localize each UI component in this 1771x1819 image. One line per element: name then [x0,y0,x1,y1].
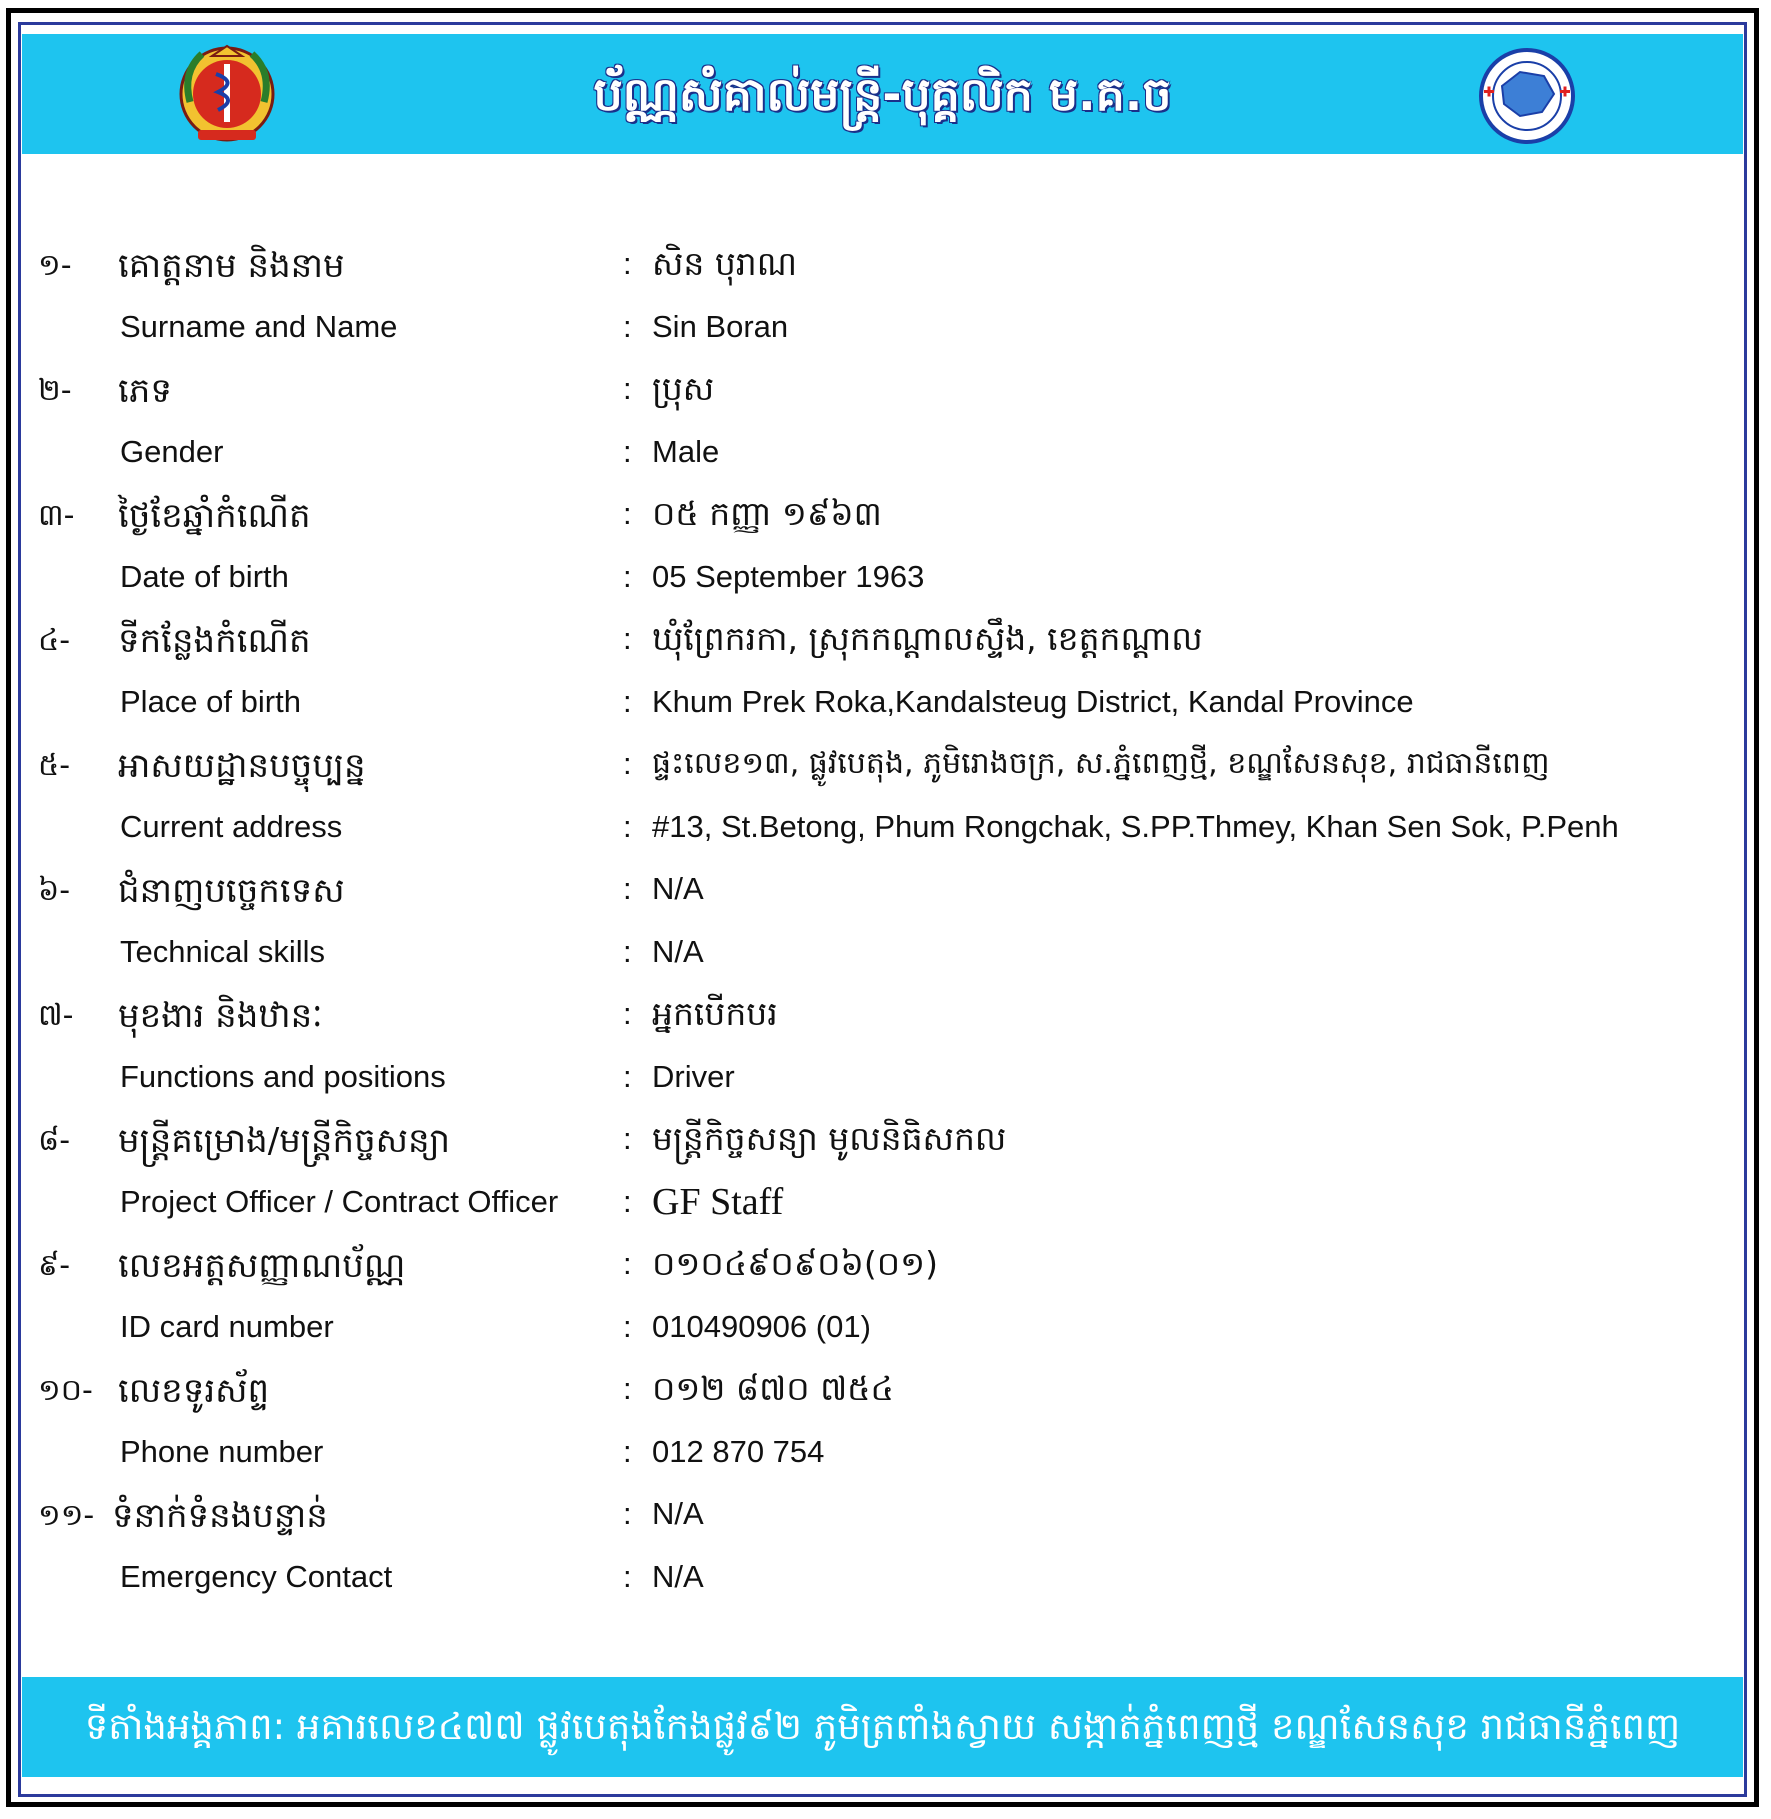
field-value-km: ០១០៤៩០៩០៦(០១) [652,1244,938,1283]
field-number: ៤- [38,623,71,658]
field-list [0,238,1771,1613]
field-label-en: ID card number [120,1308,334,1344]
colon: : [623,808,632,844]
office-address: ទីតាំងអង្គភាព: អគារលេខ៤៧៧ ផ្លូវបេតុងកែងផ្លូវ៩២ ភូមិត្រពាំងស្វាយ សង្កាត់ភ្នំពេញថ្មី ខណ្ឌសែនសុខ រាជធានីភ្នំពេញ [84,1705,1681,1748]
field-number: ៣- [38,498,75,533]
field-row-en [0,1551,1771,1614]
colon: : [623,1371,632,1406]
field-value-en: 05 September 1963 [652,558,925,594]
colon: : [623,1496,632,1531]
field-row-en [0,1301,1771,1364]
field-value-km: ឃុំព្រែករកា, ស្រុកកណ្តាលស្ទឹង, ខេត្តកណ្តាល [652,619,1203,658]
field-number: ៥- [38,748,71,783]
field-row-en [0,676,1771,739]
card-title: ប័ណ្ណសំគាល់មន្ត្រី-បុគ្គលិក ម.គ.ច [593,67,1172,121]
colon: : [623,683,632,719]
field-row-km [0,613,1771,676]
field-number: ៧- [38,998,74,1033]
field-row-km [0,1113,1771,1176]
field-row-km [0,738,1771,801]
field-value-en: GF Staff [652,1180,784,1223]
field-row-en [0,301,1771,364]
colon: : [623,871,632,906]
field-label-km: ភេទ [118,371,172,411]
field-row-km [0,1488,1771,1551]
field-number: ១០- [38,1373,93,1408]
field-value-km: មន្ត្រីកិច្ចសន្យា មូលនិធិសកល [652,1119,1007,1158]
field-label-km: មុខងារ និងឋានៈ [118,996,323,1036]
field-value-en: Driver [652,1058,735,1094]
field-label-km: ទំនាក់ទំនងបន្ទាន់ [112,1496,328,1536]
field-label-en: Gender [120,433,224,469]
field-label-en: Functions and positions [120,1058,446,1094]
colon: : [623,1308,632,1344]
field-row-en [0,1176,1771,1239]
field-number: ៨- [38,1123,71,1158]
field-row-km [0,488,1771,551]
field-value-en: Khum Prek Roka,Kandalsteug District, Kandal Province [652,683,1414,719]
field-label-en: Project Officer / Contract Officer [120,1183,559,1219]
field-value-km: ផ្ទះលេខ១៣, ផ្លូវបេតុង, ភូមិរោងចក្រ, ស.ភ្នំពេញថ្មី, ខណ្ឌសែនសុខ, រាជធានីពេញ [652,746,1550,781]
field-value-en: N/A [652,933,704,969]
colon: : [623,1058,632,1094]
header-band [22,34,1743,154]
field-label-en: Current address [120,808,343,844]
colon: : [623,996,632,1031]
colon: : [623,621,632,656]
field-label-km: គោត្តនាម និងនាម [118,246,345,286]
field-label-km: ទីកន្លែងកំណើត [118,621,311,661]
field-value-km: ០៥ កញ្ញា ១៩៦៣ [652,494,882,533]
field-row-km [0,363,1771,426]
field-row-km [0,863,1771,926]
field-value-km: សិន បុរាណ [652,244,798,283]
field-label-en: Emergency Contact [120,1558,393,1594]
field-row-km [0,238,1771,301]
field-row-en [0,801,1771,864]
field-row-km [0,1363,1771,1426]
field-row-en [0,1051,1771,1114]
colon: : [623,246,632,281]
field-value-en: Sin Boran [652,308,789,344]
field-label-km: លេខទូរស័ព្ទ [118,1371,270,1411]
colon: : [623,433,632,469]
field-value-km: N/A [652,1496,704,1531]
colon: : [623,1558,632,1594]
colon: : [623,371,632,406]
field-label-km: មន្ត្រីគម្រោង/មន្ត្រីកិច្ចសន្យា [118,1121,451,1161]
field-row-en [0,426,1771,489]
colon: : [623,1183,632,1219]
field-value-km: អ្នកបើកបរ [652,994,778,1033]
colon: : [623,746,632,781]
field-row-km [0,988,1771,1051]
field-number: ១១- [38,1498,95,1533]
field-value-en: 012 870 754 [652,1433,825,1469]
colon: : [623,558,632,594]
footer-band [22,1677,1743,1777]
field-row-en [0,551,1771,614]
field-row-km [0,1238,1771,1301]
field-label-km: លេខអត្តសញ្ញាណប័ណ្ណ [118,1246,406,1286]
field-label-en: Technical skills [120,933,326,969]
field-number: ២- [38,373,72,408]
field-value-en: 010490906 (01) [652,1308,871,1344]
field-number: ១- [38,248,72,283]
field-label-en: Date of birth [120,558,289,594]
field-number: ៦- [38,873,71,908]
colon: : [623,1433,632,1469]
field-label-km: ថ្ងៃខែឆ្នាំកំណើត [118,496,311,536]
field-row-en [0,1426,1771,1489]
colon: : [623,308,632,344]
field-value-km: ០១២ ៨៧០ ៧៥៤ [652,1369,894,1408]
field-value-km: ប្រុស [652,369,715,408]
field-label-km: ជំនាញបច្ចេកទេស [118,871,345,911]
field-row-en [0,926,1771,989]
colon: : [623,1121,632,1156]
field-value-en: N/A [652,1558,704,1594]
field-value-en: Male [652,433,720,469]
center-seal-logo [1472,46,1582,146]
field-value-en: #13, St.Betong, Phum Rongchak, S.PP.Thmey, Khan Sen Sok, P.Penh [652,808,1619,844]
field-label-en: Surname and Name [120,308,398,344]
colon: : [623,933,632,969]
field-number: ៩- [38,1248,71,1283]
colon: : [623,1246,632,1281]
colon: : [623,496,632,531]
field-label-en: Place of birth [120,683,301,719]
field-label-km: អាសយដ្ឋានបច្ចុប្បន្ន [118,746,366,786]
field-value-km: N/A [652,871,704,906]
field-label-en: Phone number [120,1433,324,1469]
